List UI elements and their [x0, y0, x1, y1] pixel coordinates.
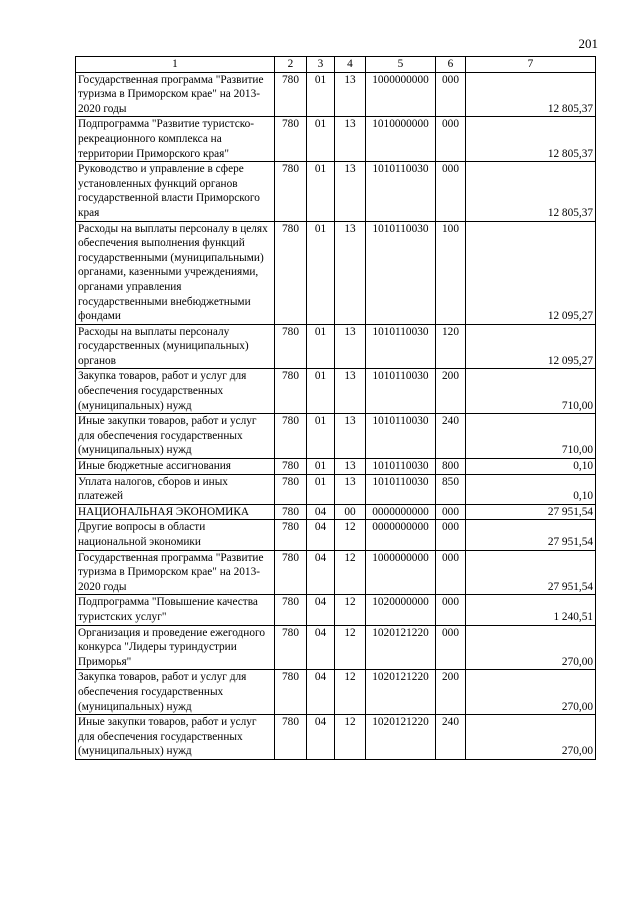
table-row	[76, 520, 596, 550]
code-cell: 780	[275, 117, 307, 162]
amount-cell: 0,10	[466, 459, 596, 475]
code-cell: 780	[275, 625, 307, 670]
expense-type-cell: 120	[436, 324, 466, 369]
header-cell: 6	[436, 57, 466, 73]
amount-cell: 12 805,37	[466, 162, 596, 221]
section-cell: 01	[307, 369, 335, 414]
expense-type-cell: 800	[436, 459, 466, 475]
amount-cell: 270,00	[466, 625, 596, 670]
subsection-cell: 13	[335, 459, 366, 475]
item-name-cell: Организация и проведение ежегодного конкурса "Лидеры туриндустрии Приморья"	[76, 625, 275, 670]
expense-type-cell: 200	[436, 670, 466, 715]
amount-cell: 270,00	[466, 670, 596, 715]
code-cell: 780	[275, 162, 307, 221]
amount-cell: 1 240,51	[466, 595, 596, 625]
target-article-cell: 1010110030	[366, 474, 436, 504]
target-article-cell: 1010110030	[366, 221, 436, 324]
amount-cell: 27 951,54	[466, 520, 596, 550]
section-cell: 01	[307, 474, 335, 504]
item-name-cell: Закупка товаров, работ и услуг для обеспечения государственных (муниципальных) нужд	[76, 369, 275, 414]
amount-cell: 27 951,54	[466, 550, 596, 595]
code-cell: 780	[275, 550, 307, 595]
amount-cell: 27 951,54	[466, 504, 596, 520]
item-name-cell: Иные закупки товаров, работ и услуг для обеспечения государственных (муниципальных) нужд	[76, 414, 275, 459]
section-cell: 04	[307, 520, 335, 550]
item-name-cell: Уплата налогов, сборов и иных платежей	[76, 474, 275, 504]
section-cell: 01	[307, 72, 335, 117]
section-cell: 01	[307, 162, 335, 221]
code-cell: 780	[275, 414, 307, 459]
code-cell: 780	[275, 504, 307, 520]
section-cell: 04	[307, 504, 335, 520]
subsection-cell: 13	[335, 221, 366, 324]
target-article-cell: 1010000000	[366, 117, 436, 162]
subsection-cell: 12	[335, 715, 366, 760]
expense-type-cell: 000	[436, 625, 466, 670]
amount-cell: 12 095,27	[466, 324, 596, 369]
table-row	[76, 715, 596, 760]
amount-cell: 12 805,37	[466, 72, 596, 117]
code-cell: 780	[275, 595, 307, 625]
header-cell: 3	[307, 57, 335, 73]
subsection-cell: 13	[335, 474, 366, 504]
header-cell: 7	[466, 57, 596, 73]
expense-type-cell: 240	[436, 414, 466, 459]
table-row	[76, 625, 596, 670]
subsection-cell: 12	[335, 520, 366, 550]
code-cell: 780	[275, 324, 307, 369]
section-cell: 01	[307, 324, 335, 369]
target-article-cell: 1010110030	[366, 162, 436, 221]
section-cell: 04	[307, 670, 335, 715]
page-number: 201	[578, 36, 598, 51]
section-cell: 04	[307, 595, 335, 625]
item-name-cell: Закупка товаров, работ и услуг для обеспечения государственных (муниципальных) нужд	[76, 670, 275, 715]
expense-type-cell: 200	[436, 369, 466, 414]
target-article-cell: 1000000000	[366, 550, 436, 595]
code-cell: 780	[275, 369, 307, 414]
target-article-cell: 0000000000	[366, 504, 436, 520]
section-cell: 01	[307, 117, 335, 162]
header-cell: 2	[275, 57, 307, 73]
expense-type-cell: 000	[436, 162, 466, 221]
table-row	[76, 504, 596, 520]
table-row	[76, 324, 596, 369]
expense-type-cell: 240	[436, 715, 466, 760]
table-row	[76, 459, 596, 475]
target-article-cell: 1020121220	[366, 625, 436, 670]
subsection-cell: 00	[335, 504, 366, 520]
expense-type-cell: 000	[436, 504, 466, 520]
target-article-cell: 1010110030	[366, 459, 436, 475]
subsection-cell: 12	[335, 625, 366, 670]
code-cell: 780	[275, 670, 307, 715]
table-row	[76, 72, 596, 117]
item-name-cell: Государственная программа "Развитие туризма в Приморском крае" на 2013-2020 годы	[76, 72, 275, 117]
item-name-cell: Руководство и управление в сфере установленных функций органов государственной власти Приморского края	[76, 162, 275, 221]
item-name-cell: НАЦИОНАЛЬНАЯ ЭКОНОМИКА	[76, 504, 275, 520]
target-article-cell: 1020121220	[366, 715, 436, 760]
section-cell: 04	[307, 625, 335, 670]
target-article-cell: 1010110030	[366, 414, 436, 459]
subsection-cell: 12	[335, 595, 366, 625]
item-name-cell: Другие вопросы в области национальной экономики	[76, 520, 275, 550]
table-row	[76, 550, 596, 595]
item-name-cell: Расходы на выплаты персоналу в целях обеспечения выполнения функций государственными (муниципальными) органами, казенными учреждениями, органами управления государственными внебюджетными фондами	[76, 221, 275, 324]
section-cell: 04	[307, 550, 335, 595]
code-cell: 780	[275, 520, 307, 550]
subsection-cell: 13	[335, 72, 366, 117]
target-article-cell: 1000000000	[366, 72, 436, 117]
subsection-cell: 13	[335, 414, 366, 459]
expense-type-cell: 000	[436, 117, 466, 162]
section-cell: 04	[307, 715, 335, 760]
item-name-cell: Подпрограмма "Развитие туристско-рекреационного комплекса на территории Приморского края"	[76, 117, 275, 162]
target-article-cell: 1010110030	[366, 324, 436, 369]
code-cell: 780	[275, 715, 307, 760]
table-row	[76, 162, 596, 221]
subsection-cell: 13	[335, 369, 366, 414]
item-name-cell: Иные закупки товаров, работ и услуг для обеспечения государственных (муниципальных) нужд	[76, 715, 275, 760]
section-cell: 01	[307, 414, 335, 459]
expense-type-cell: 000	[436, 72, 466, 117]
table-row	[76, 414, 596, 459]
code-cell: 780	[275, 459, 307, 475]
subsection-cell: 13	[335, 162, 366, 221]
table-row	[76, 595, 596, 625]
target-article-cell: 0000000000	[366, 520, 436, 550]
section-cell: 01	[307, 221, 335, 324]
target-article-cell: 1010110030	[366, 369, 436, 414]
expense-type-cell: 000	[436, 550, 466, 595]
item-name-cell: Государственная программа "Развитие туризма в Приморском крае" на 2013-2020 годы	[76, 550, 275, 595]
table-row	[76, 117, 596, 162]
code-cell: 780	[275, 72, 307, 117]
item-name-cell: Иные бюджетные ассигнования	[76, 459, 275, 475]
table-row	[76, 670, 596, 715]
code-cell: 780	[275, 474, 307, 504]
amount-cell: 710,00	[466, 414, 596, 459]
header-cell: 5	[366, 57, 436, 73]
table-row	[76, 474, 596, 504]
amount-cell: 12 095,27	[466, 221, 596, 324]
budget-table	[75, 56, 596, 760]
subsection-cell: 12	[335, 670, 366, 715]
subsection-cell: 13	[335, 324, 366, 369]
item-name-cell: Подпрограмма "Повышение качества туристских услуг"	[76, 595, 275, 625]
expense-type-cell: 000	[436, 520, 466, 550]
subsection-cell: 12	[335, 550, 366, 595]
item-name-cell: Расходы на выплаты персоналу государственных (муниципальных) органов	[76, 324, 275, 369]
amount-cell: 710,00	[466, 369, 596, 414]
header-cell: 4	[335, 57, 366, 73]
table-header-row	[76, 57, 596, 73]
expense-type-cell: 000	[436, 595, 466, 625]
table-row	[76, 369, 596, 414]
amount-cell: 0,10	[466, 474, 596, 504]
header-cell: 1	[76, 57, 275, 73]
amount-cell: 270,00	[466, 715, 596, 760]
section-cell: 01	[307, 459, 335, 475]
table-row	[76, 221, 596, 324]
target-article-cell: 1020000000	[366, 595, 436, 625]
expense-type-cell: 850	[436, 474, 466, 504]
amount-cell: 12 805,37	[466, 117, 596, 162]
target-article-cell: 1020121220	[366, 670, 436, 715]
subsection-cell: 13	[335, 117, 366, 162]
code-cell: 780	[275, 221, 307, 324]
expense-type-cell: 100	[436, 221, 466, 324]
